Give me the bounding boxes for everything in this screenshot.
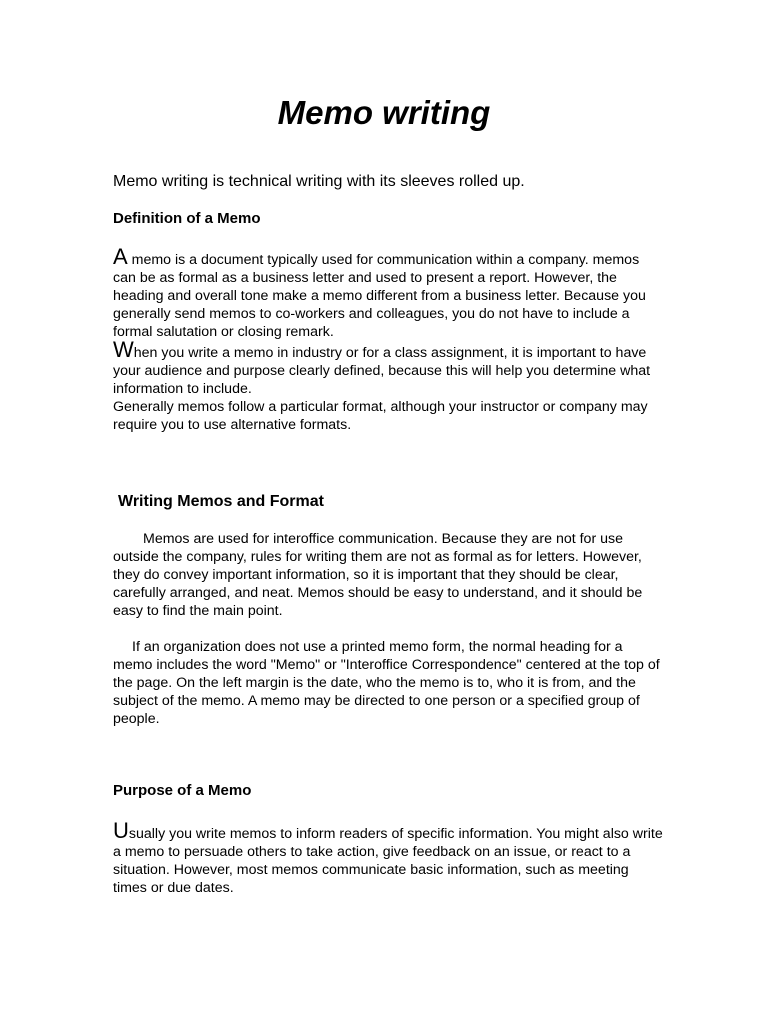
format-heading: Writing Memos and Format [118, 493, 324, 510]
definition-heading: Definition of a Memo [113, 210, 261, 227]
paragraph-text: memo is a document typically used for communication within a company. memos can be as formal as a business letter and used to present a report. However, the heading and overall tone make a memo different from a business letter. Because you generally send memos to co-workers and colleagues, you do not have to include a formal salutation or closing remark. [113, 252, 646, 340]
drop-cap: U [113, 818, 129, 843]
page-title: Memo writing [277, 94, 491, 131]
purpose-paragraph-1 [113, 818, 663, 897]
definition-paragraph-2 [113, 337, 663, 398]
paragraph-text: sually you write memos to inform readers of specific information. You might also write a memo to persuade others to take action, give feedback on an issue, or react to a situation. However, most memos communicate basic information, such as meeting times or due dates. [113, 826, 663, 896]
definition-section-body [113, 244, 663, 434]
drop-cap: A [113, 244, 128, 269]
definition-paragraph-3: Generally memos follow a particular format, although your instructor or company may require you to use alternative formats. [113, 399, 648, 433]
definition-paragraph-1 [113, 244, 663, 341]
paragraph-text: hen you write a memo in industry or for a class assignment, it is important to have your audience and purpose clearly defined, because this will help you determine what information to include. [113, 345, 651, 397]
purpose-heading: Purpose of a Memo [113, 782, 252, 799]
format-paragraph-2: If an organization does not use a printed memo form, the normal heading for a memo includes the word "Memo" or "Interoffice Correspondence" centered at the top of the page. On the left margin is the date, who the memo is to, who it is from, and the subject of the memo. A memo may be directed to one person or a specified group of people. [113, 639, 660, 727]
purpose-section-body [113, 818, 663, 897]
intro-text: Memo writing is technical writing with its sleeves rolled up. [113, 173, 525, 190]
drop-cap: W [113, 337, 134, 362]
format-paragraph-1: Memos are used for interoffice communication. Because they are not for use outside the company, rules for writing them are not as formal as for letters. However, they do convey important information, so it is important that they should be clear, carefully arranged, and neat. Memos should be easy to understand, and it should be easy to find the main point. [113, 531, 643, 619]
